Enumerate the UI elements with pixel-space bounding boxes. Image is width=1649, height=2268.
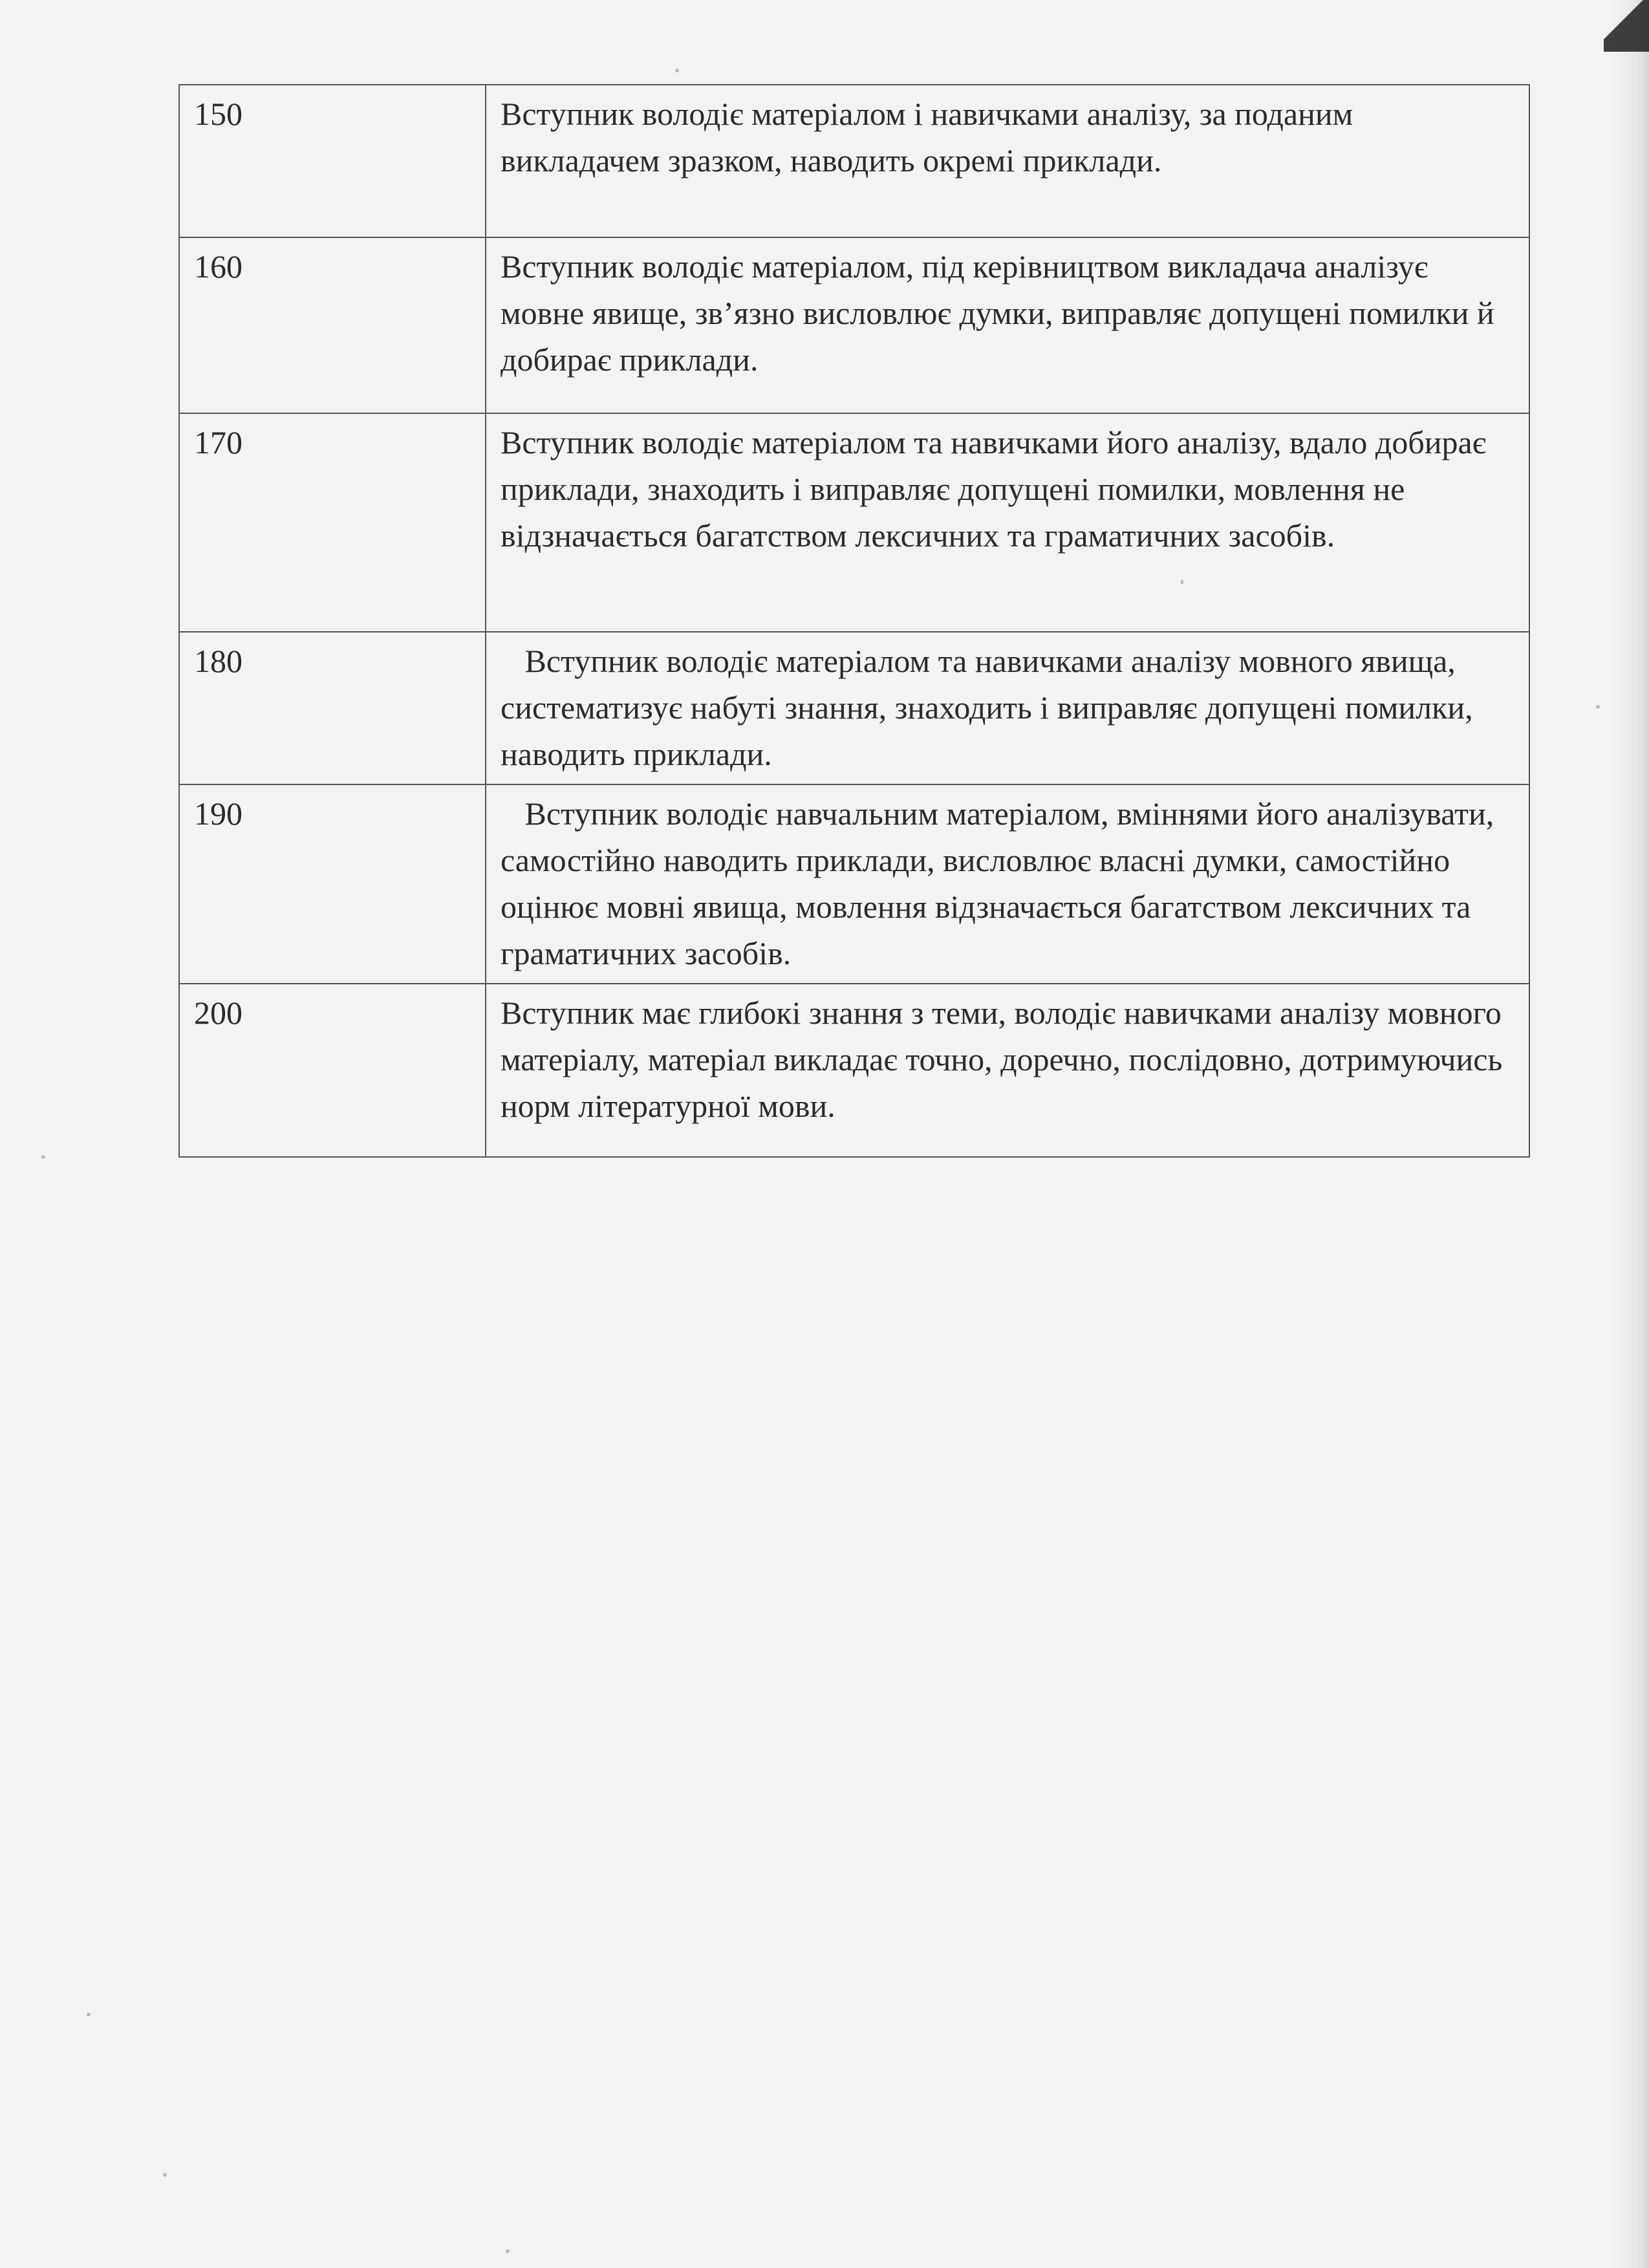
description-text: Вступник володіє навчальним матеріалом, вміннями його аналізувати, самостійно наводить приклади, висловлює власні думки, самостійно оцінює мовні явища, мовлення відзначається багатством лексичних та граматичних засобів. [501,795,1494,971]
score-cell: 150 [179,85,486,237]
description-cell: Вступник має глибокі знання з теми, володіє навичками аналізу мовного матеріалу, матеріал викладає точно, доречно, послідовно, дотримуючись норм літературної мови. [486,984,1529,1157]
table-row [179,237,1529,413]
table-row [179,984,1529,1157]
description-text: Вступник володіє матеріалом та навичками аналізу мовного явища, систематизує набуті знання, знаходить і виправляє допущені помилки, наводить приклади. [501,643,1473,772]
scan-speck [163,2173,167,2177]
table-row [179,632,1529,784]
description-cell: Вступник володіє матеріалом, під керівництвом викладача аналізує мовне явище, зв’язно висловлює думки, виправляє допущені помилки й добирає приклади. [486,237,1529,413]
scan-speck [1596,705,1600,709]
score-cell: 190 [179,784,486,984]
grading-rubric-table [178,84,1530,1158]
score-cell: 170 [179,413,486,632]
scan-speck [506,2249,510,2253]
page-edge-shadow [1610,0,1649,2268]
scan-speck [675,69,679,72]
scan-speck [87,2013,91,2016]
table-row [179,85,1529,237]
description-cell [486,784,1529,984]
table-row [179,413,1529,632]
score-cell: 200 [179,984,486,1157]
scan-speck [41,1155,45,1159]
table-row [179,784,1529,984]
score-cell: 160 [179,237,486,413]
scan-corner-mark [1604,0,1649,52]
description-cell [486,632,1529,784]
description-cell: Вступник володіє матеріалом та навичками його аналізу, вдало добирає приклади, знаходить і виправляє допущені помилки, мовлення не відзначається багатством лексичних та граматичних засобів. [486,413,1529,632]
score-cell: 180 [179,632,486,784]
description-cell: Вступник володіє матеріалом і навичками аналізу, за поданим викладачем зразком, наводить окремі приклади. [486,85,1529,237]
